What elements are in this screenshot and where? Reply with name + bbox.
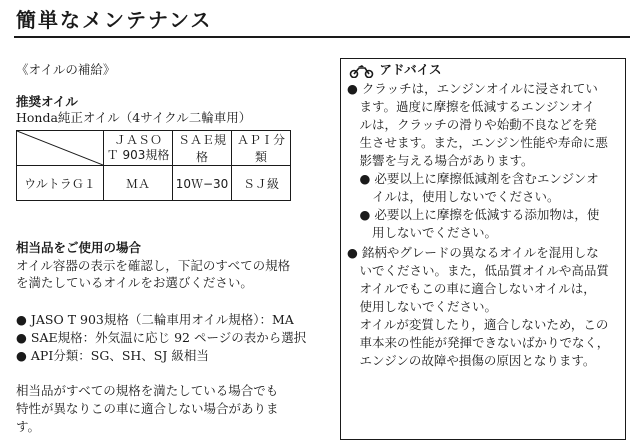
bullet-item: ● JASO T 903規格（二輪車用オイル規格）：MA [16, 312, 294, 327]
bottom-text-line: 特性が異なりこの車に適合しない場合がありま [16, 401, 279, 416]
bottom-text-line: す。 [16, 419, 41, 434]
advice-line: ● クラッチは，エンジンオイルに浸されてい [347, 81, 598, 96]
bullet-text: SAE規格：外気温に応じ 92 ページの表から選択 [30, 330, 307, 345]
bullet-item: ● API分類：SG、SH、SJ 級相当 [16, 348, 209, 363]
advice-line: 用しないでください。 [347, 225, 498, 240]
title-rule [14, 36, 630, 38]
advice-box [340, 58, 626, 440]
oil-name-cell: ウルトラＧ１ [17, 166, 104, 201]
page-title: 簡単なメンテナンス [16, 8, 213, 32]
advice-line: 使用しないでください。 [347, 299, 498, 314]
advice-line: エンジンの故障や損傷の原因となります。 [347, 353, 596, 368]
bullet-item: ● SAE規格：外気温に応じ 92 ページの表から選択 [16, 330, 307, 345]
jaso-header-line2: Ｔ 903規格 [106, 148, 170, 162]
sae-value-cell: 10Ｗ−30 [173, 166, 232, 201]
equivalent-text-line: を満たしているオイルをお選びください。 [16, 275, 253, 290]
table-header-row [17, 131, 291, 166]
advice-line: 生させます。また，エンジン性能や寿命に悪 [347, 135, 608, 150]
advice-line: 車本来の性能が発揮できないばかりでなく， [347, 335, 610, 350]
table-corner-cell [17, 131, 104, 166]
advice-line: ● 銘柄やグレードの異なるオイルを混用しな [347, 245, 599, 260]
advice-line: イルは，使用しないでください。 [347, 189, 560, 204]
api-value-cell: ＳＪ級 [232, 166, 291, 201]
jaso-value-cell: ＭＡ [104, 166, 173, 201]
advice-heading: アドバイス [379, 62, 442, 77]
bullet-text: API分類：SG、SH、SJ 級相当 [30, 348, 209, 363]
recommended-oil-heading: 推奨オイル [16, 94, 78, 109]
advice-line: ● 必要以上に摩擦を低減する添加物は，使 [347, 207, 600, 222]
advice-line: ルは，クラッチの滑りや始動不良などを発 [347, 117, 597, 132]
advice-line: ● 必要以上に摩擦低減剤を含むエンジンオ [347, 171, 599, 186]
advice-line: オイルが変質したり，適合しないため，この [347, 317, 609, 332]
bullet-text: JASO T 903規格（二輪車用オイル規格）：MA [30, 312, 294, 327]
oil-section-label: 《オイルの補給》 [16, 62, 116, 77]
equivalent-text-line: オイル容器の表示を確認し，下記のすべての規格 [16, 258, 291, 273]
advice-line: ます。過度に摩擦を低減するエンジンオイ [347, 99, 595, 114]
diagonal-line [17, 131, 103, 165]
advice-line: いでください。また，低品質オイルや高品質 [347, 263, 609, 278]
advice-line: 影響を与える場合があります。 [347, 153, 534, 168]
sae-header: ＳＡＥ規格 [173, 131, 232, 166]
motorcycle-icon [349, 64, 375, 78]
api-header: ＡＰＩ分類 [232, 131, 291, 166]
oil-spec-table [16, 130, 291, 201]
recommended-oil-sub: Honda純正オイル（4サイクル二輪車用） [16, 110, 252, 125]
bottom-text-line: 相当品がすべての規格を満たしている場合でも [16, 383, 279, 398]
equivalent-heading: 相当品をご使用の場合 [16, 240, 142, 255]
advice-header [349, 62, 442, 78]
table-row [17, 166, 291, 201]
advice-line: オイルでもこの車に適合しないオイルは， [347, 281, 596, 296]
jaso-header [104, 131, 173, 166]
jaso-header-line1: ＪＡＳＯ [113, 133, 162, 147]
